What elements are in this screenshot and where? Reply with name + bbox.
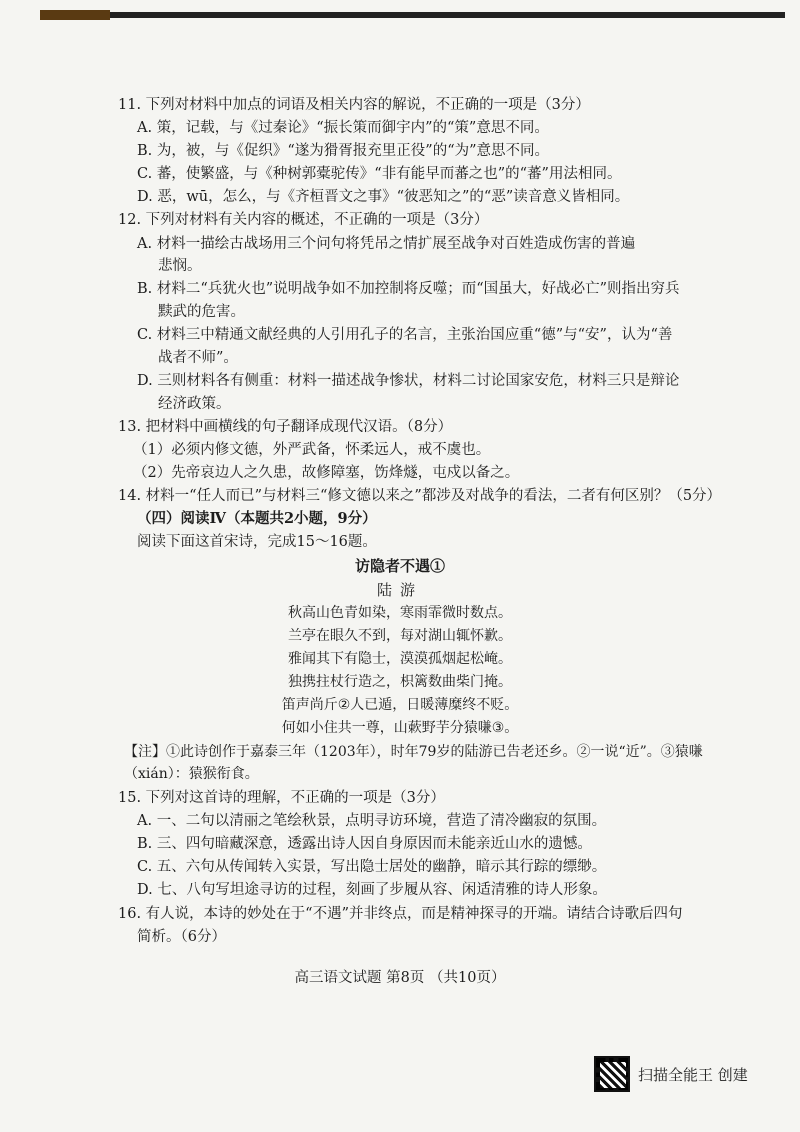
question-stem: 12. 下列对材料有关内容的概述，不正确的一项是（3分） — [118, 212, 489, 228]
option-d: D. 恶，wū，怎么，与《齐桓晋文之事》“彼恶知之”的“恶”读音意义皆相同。 — [137, 189, 630, 205]
option-d: D. 三则材料各有侧重：材料一描述战争惨状，材料二讨论国家安危，材料三只是辩论 — [137, 373, 680, 389]
translation-sentence-1: （1）必须内修文德，外严武备，怀柔远人，戒不虞也。 — [133, 442, 491, 458]
page-footer: 高三语文试题 第8页 （共10页） — [294, 970, 506, 986]
option-d: D. 七、八句写坦途寻访的过程，刻画了步履从容、闲适清雅的诗人形象。 — [137, 882, 607, 898]
page-top-border — [40, 12, 785, 18]
option-c: C. 五、六句从传闻转入实景，写出隐士居处的幽静，暗示其行踪的缥缈。 — [137, 859, 607, 875]
option-a: A. 策，记载，与《过秦论》“振长策而御宇内”的“策”意思不同。 — [137, 120, 549, 136]
poem-line: 何如小住共一尊，山蔌野芋分猿嗛③。 — [281, 720, 519, 736]
section-heading: （四）阅读Ⅳ（本题共2小题，9分） — [137, 510, 377, 527]
scanner-watermark — [594, 1056, 774, 1098]
option-c: C. 材料三中精通文献经典的人引用孔子的名言，主张治国应重“德”与“安”，认为“善 — [137, 327, 673, 343]
option-c: C. 蕃，使繁盛，与《种树郭橐驼传》“非有能早而蕃之也”的“蕃”用法相同。 — [137, 166, 622, 182]
option-a-continued: 悲悯。 — [158, 258, 202, 274]
option-a: A. 一、二句以清丽之笔绘秋景，点明寻访环境，营造了清冷幽寂的氛围。 — [137, 813, 607, 829]
watermark-text: 扫描全能王 创建 — [638, 1066, 748, 1084]
poem-line: 秋高山色青如染，寒雨霏微时数点。 — [288, 605, 512, 621]
question-stem: 13. 把材料中画横线的句子翻译成现代汉语。（8分） — [118, 419, 453, 435]
translation-sentence-2: （2）先帝哀边人之久患，故修障塞，饬烽燧，屯戍以备之。 — [133, 465, 520, 481]
option-d-continued: 经济政策。 — [158, 396, 231, 412]
page-top-border-mark — [40, 10, 110, 20]
question-stem: 16. 有人说，本诗的妙处在于“不遇”并非终点，而是精神探寻的开端。请结合诗歌后四句 — [118, 906, 683, 922]
note-line: 【注】①此诗创作于嘉泰三年（1203年），时年79岁的陆游已告老还乡。②一说“近”。③猿嗛 — [124, 744, 703, 760]
poem-line: 兰亭在眼久不到，每对湖山辄怀歉。 — [288, 628, 512, 644]
section-instruction: 阅读下面这首宋诗，完成15～16题。 — [137, 534, 377, 550]
poem-author: 陆游 — [376, 581, 423, 599]
option-b: B. 三、四句暗藏深意，透露出诗人因自身原因而未能亲近山水的遗憾。 — [137, 836, 592, 852]
option-a: A. 材料一描绘古战场用三个问句将凭吊之情扩展至战争对百姓造成伤害的普遍 — [137, 236, 636, 252]
question-stem: 11. 下列对材料中加点的词语及相关内容的解说，不正确的一项是（3分） — [118, 97, 590, 113]
poem-line: 雅闻其下有隐士，漠漠孤烟起松崦。 — [288, 651, 512, 667]
question-stem: 15. 下列对这首诗的理解，不正确的一项是（3分） — [118, 790, 445, 806]
note-line: （xián）：猿猴衔食。 — [124, 766, 259, 782]
option-b-continued: 黩武的危害。 — [158, 304, 245, 320]
qr-code-icon — [594, 1056, 630, 1092]
poem-line: 笛声尚斤②人已遁，日暖薄糜终不贬。 — [281, 697, 519, 713]
option-c-continued: 战者不师”。 — [158, 350, 238, 366]
poem-title: 访隐者不遇① — [354, 557, 445, 575]
question-stem-continued: 简析。（6分） — [137, 929, 226, 945]
option-b: B. 材料二“兵犹火也”说明战争如不加控制将反噬；而“国虽大，好战必亡”则指出穷兵 — [137, 281, 680, 297]
poem-line: 独携拄杖行造之，枳篱数曲柴门掩。 — [288, 674, 512, 690]
option-b: B. 为，被，与《促织》“遂为猾胥报充里正役”的“为”意思不同。 — [137, 143, 550, 159]
question-stem: 14. 材料一“任人而已”与材料三“修文德以来之”都涉及对战争的看法，二者有何区别？（5分） — [118, 488, 722, 504]
